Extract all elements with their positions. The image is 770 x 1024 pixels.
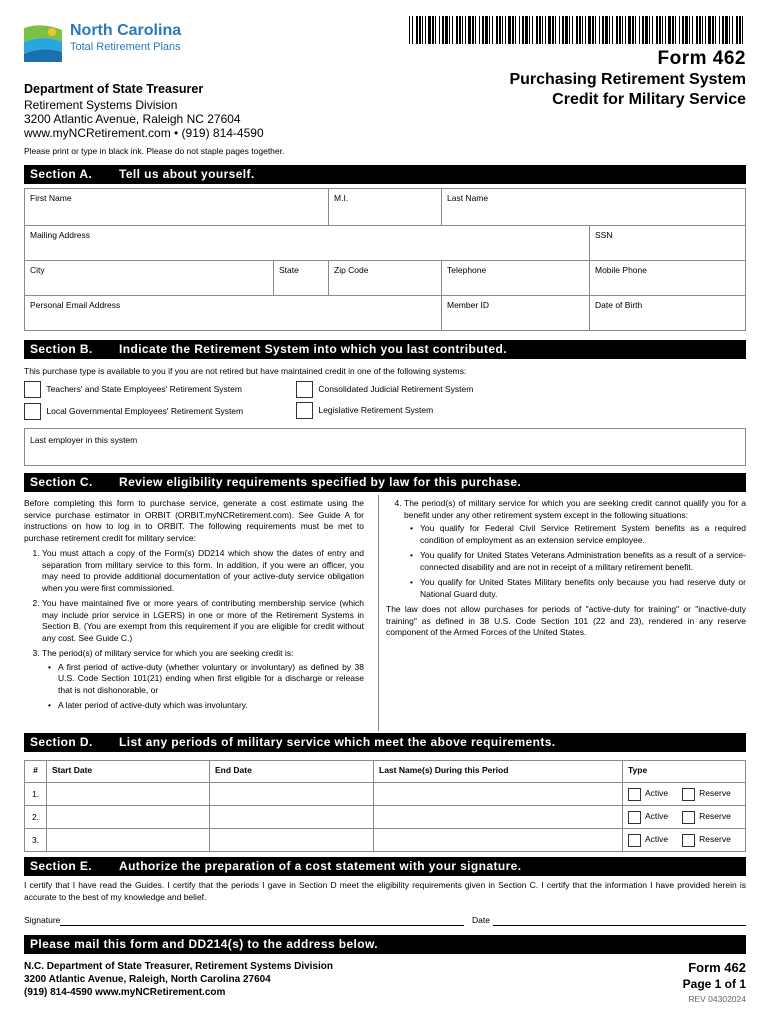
barcode-bar <box>462 16 463 44</box>
member-id-label: Member ID <box>447 300 490 310</box>
department-address: 3200 Atlantic Avenue, Raleigh NC 27604 <box>24 112 241 126</box>
department-name: Department of State Treasurer <box>24 82 204 96</box>
barcode-bar <box>722 16 724 44</box>
barcode-bar <box>565 16 568 44</box>
row-number: 2. <box>25 806 47 829</box>
barcode-bar <box>592 16 594 44</box>
end-date-input[interactable] <box>210 829 374 852</box>
col-header-last-name: Last Name(s) During this Period <box>374 761 623 783</box>
member-id-field[interactable] <box>442 296 590 331</box>
mobile-phone-field[interactable] <box>590 261 746 296</box>
barcode-bar <box>456 16 458 44</box>
last-name-input[interactable] <box>374 829 623 852</box>
barcode-bar <box>445 16 448 44</box>
footer-form-info <box>683 960 746 1004</box>
active-checkbox[interactable] <box>628 788 641 801</box>
barcode-bar <box>702 16 703 44</box>
barcode-bar <box>468 16 471 44</box>
requirement-4-text: The period(s) of military service for which you are seeking credit cannot qualify you for a benefit under any other retirement system except in the following situations: <box>404 498 746 520</box>
barcode-bar <box>625 16 626 44</box>
barcode-bar <box>712 16 714 44</box>
date-of-birth-field[interactable] <box>590 296 746 331</box>
barcode-bar <box>576 16 578 44</box>
first-name-field[interactable] <box>25 189 329 226</box>
column-divider <box>378 495 379 731</box>
barcode-bar <box>632 16 634 44</box>
barcode-bar <box>742 16 743 44</box>
checkbox-tsers[interactable] <box>24 381 41 398</box>
city-field[interactable] <box>25 261 274 296</box>
last-name-field[interactable] <box>442 189 746 226</box>
barcode-bar <box>612 16 613 44</box>
barcode-bar <box>665 16 666 44</box>
start-date-input[interactable] <box>47 829 210 852</box>
barcode-bar <box>545 16 546 44</box>
barcode-bar <box>542 16 543 44</box>
barcode-bar <box>595 16 596 44</box>
requirement-3-bullet-2: • A later period of active-duty which was involuntary. <box>58 700 364 712</box>
last-name-input[interactable] <box>374 806 623 829</box>
mailing-address-label: Mailing Address <box>30 230 91 240</box>
section-e-header <box>24 857 746 876</box>
requirement-3-bullet-1: • A first period of active-duty (whether voluntary or involuntary) as defined by 38 U.S. Code Section 101(21) ending when first eligible for a discharge or release that is not dishonorable, or <box>58 662 364 697</box>
email-label: Personal Email Address <box>30 300 121 310</box>
active-label: Active <box>645 834 669 845</box>
barcode-bar <box>649 16 650 44</box>
footer-form-number: Form 462 <box>688 960 746 975</box>
col-header-type: Type <box>623 761 746 783</box>
telephone-label: Telephone <box>447 265 487 275</box>
barcode-bar <box>672 16 674 44</box>
requirement-3 <box>42 648 364 712</box>
active-checkbox[interactable] <box>628 811 641 824</box>
requirement-3-text: The period(s) of military service for which you are seeking credit is: <box>42 648 294 658</box>
section-a-table <box>24 188 746 331</box>
requirement-4 <box>404 498 746 600</box>
barcode-bar <box>452 16 453 44</box>
barcode-bar <box>708 16 711 44</box>
certification-text: I certify that I have read the Guides. I certify that the periods I gave in Section D meet the eligibility requirements given in Section C. I certify that the information I have provided herein is accurate to the best of my knowledge and belief. <box>24 880 746 902</box>
mailing-line-3: (919) 814-4590 www.myNCRetirement.com <box>24 987 226 998</box>
col-header-end-date: End Date <box>210 761 374 783</box>
barcode-bar <box>422 16 423 44</box>
reserve-label: Reserve <box>699 811 731 822</box>
barcode-bar <box>729 16 730 44</box>
mailing-address-block <box>24 960 333 999</box>
last-name-input[interactable] <box>374 783 623 806</box>
barcode-bar <box>689 16 690 44</box>
reserve-checkbox[interactable] <box>682 834 695 847</box>
barcode-bar <box>512 16 514 44</box>
section-a-title: Tell us about yourself. <box>119 167 255 181</box>
barcode-bar <box>656 16 658 44</box>
section-c-intro: Before completing this form to purchase service, generate a cost estimate using the service purchase estimator in ORBIT (ORBIT.myNCRetirement.com). See Guide A for instructions on how to log in to ORBIT. The following requirements must be met to purchase retirement credit for military service: <box>24 498 364 543</box>
section-c-left-column <box>24 498 364 716</box>
section-d-label: Section D. <box>30 735 93 749</box>
barcode-bar <box>515 16 516 44</box>
date-label: Date <box>472 915 490 925</box>
form-number: Form 462 <box>657 48 746 69</box>
barcode-bar <box>725 16 728 44</box>
table-row <box>25 783 746 806</box>
barcode-bar <box>479 16 480 44</box>
start-date-input[interactable] <box>47 783 210 806</box>
footer-page: Page 1 of 1 <box>682 977 746 991</box>
barcode-bar <box>599 16 600 44</box>
barcode-bar <box>548 16 551 44</box>
barcode-bar <box>465 16 466 44</box>
department-block <box>24 82 264 140</box>
section-e-label: Section E. <box>30 859 93 873</box>
logo-icon <box>22 22 64 64</box>
active-label: Active <box>645 811 669 822</box>
ssn-label: SSN <box>595 230 613 240</box>
mail-header <box>24 935 746 954</box>
section-b-header <box>24 340 746 359</box>
form-title-line2: Credit for Military Service <box>552 91 746 108</box>
barcode-bar <box>699 16 701 44</box>
barcode-bar <box>675 16 676 44</box>
barcode-bar <box>705 16 706 44</box>
division-name: Retirement Systems Division <box>24 98 178 112</box>
checkbox-lgers[interactable] <box>24 403 41 420</box>
last-employer-field[interactable] <box>24 428 746 466</box>
barcode-bar <box>679 16 680 44</box>
system-option-cjrs[interactable] <box>296 381 473 398</box>
barcode-bar <box>662 16 663 44</box>
col-header-start-date: Start Date <box>47 761 210 783</box>
barcode-bar <box>505 16 506 44</box>
option-lrs-label: Legislative Retirement System <box>318 404 434 415</box>
barcode-bar <box>569 16 570 44</box>
section-c-label: Section C. <box>30 475 93 489</box>
checkbox-cjrs[interactable] <box>296 381 313 398</box>
table-row <box>25 829 746 852</box>
barcode-bar <box>559 16 560 44</box>
barcode-bar <box>449 16 450 44</box>
state-field[interactable] <box>274 261 329 296</box>
footer-revision: REV 04302024 <box>688 994 746 1004</box>
barcode-bar <box>696 16 698 44</box>
type-cell <box>623 806 746 829</box>
section-d-header <box>24 733 746 752</box>
barcode-bar <box>489 16 490 44</box>
zip-label: Zip Code <box>334 265 369 275</box>
section-c-header <box>24 473 746 492</box>
last-name-label: Last Name <box>447 193 489 203</box>
barcode-bar <box>616 16 618 44</box>
signature-label: Signature <box>24 915 61 925</box>
service-periods-table <box>24 760 746 852</box>
requirement-4-bullet-2: • You qualify for United States Veterans Administration benefits as a result of a service-connected disability and are not in receipt of a military retirement benefit. <box>420 550 746 573</box>
barcode-bar <box>609 16 610 44</box>
barcode-bar <box>432 16 434 44</box>
type-cell <box>623 829 746 852</box>
requirement-4-bullet-3: • You qualify for United States Military benefits only because you had reserve duty or National Guard duty. <box>420 577 746 600</box>
table-row <box>25 806 746 829</box>
requirement-4-bullet-1: • You qualify for Federal Civil Service Retirement System benefits as a required condition of employment as an extension service employee. <box>420 523 746 546</box>
barcode-bar <box>602 16 604 44</box>
law-note: The law does not allow purchases for periods of "active-duty for training" or "inactive-duty training" as defined in 38 U.S. Code Section 101 (22 and 23), rendered in any reserve component of the Armed Forces of the United States. <box>386 604 746 637</box>
logo-title: North Carolina <box>70 22 182 39</box>
barcode-bar <box>409 16 410 44</box>
department-contact: www.myNCRetirement.com • (919) 814-4590 <box>24 126 264 140</box>
section-c-title: Review eligibility requirements specified by law for this purchase. <box>119 475 522 489</box>
barcode-bar <box>502 16 503 44</box>
mail-title: Please mail this form and DD214(s) to the address below. <box>30 937 379 951</box>
section-a-label: Section A. <box>30 167 93 181</box>
barcode-bar <box>439 16 440 44</box>
barcode-bar <box>499 16 501 44</box>
checkbox-lrs[interactable] <box>296 402 313 419</box>
barcode-bar <box>555 16 556 44</box>
mailing-line-1: N.C. Department of State Treasurer, Retirement Systems Division <box>24 961 333 972</box>
last-employer-label: Last employer in this system <box>30 435 138 445</box>
mi-field[interactable] <box>329 189 442 226</box>
start-date-input[interactable] <box>47 806 210 829</box>
barcode-bar <box>416 16 418 44</box>
barcode-bar <box>529 16 530 44</box>
date-of-birth-label: Date of Birth <box>595 300 643 310</box>
end-date-input[interactable] <box>210 783 374 806</box>
barcode-bar <box>552 16 554 44</box>
barcode-bar <box>659 16 661 44</box>
barcode-bar <box>532 16 533 44</box>
email-field[interactable] <box>25 296 442 331</box>
form-title-line1: Purchasing Retirement System <box>509 71 746 88</box>
barcode-bar <box>492 16 493 44</box>
reserve-checkbox[interactable] <box>682 788 695 801</box>
row-number: 1. <box>25 783 47 806</box>
barcode-bar <box>739 16 741 44</box>
row-number: 3. <box>25 829 47 852</box>
date-line[interactable] <box>493 925 746 926</box>
barcode-bar <box>685 16 688 44</box>
barcode-bar <box>692 16 693 44</box>
barcode-bar <box>572 16 573 44</box>
end-date-input[interactable] <box>210 806 374 829</box>
section-d-title: List any periods of military service which meet the above requirements. <box>119 735 556 749</box>
section-b-label: Section B. <box>30 342 93 356</box>
form-title <box>509 70 746 110</box>
option-cjrs-label: Consolidated Judicial Retirement System <box>318 383 474 394</box>
section-a-header <box>24 165 746 184</box>
barcode-bar <box>736 16 738 44</box>
state-label: State <box>279 265 299 275</box>
barcode-bar <box>475 16 476 44</box>
option-lgers-label: Local Governmental Employees' Retirement System <box>46 405 244 416</box>
barcode-bar <box>508 16 511 44</box>
barcode-bar <box>619 16 621 44</box>
mobile-phone-label: Mobile Phone <box>595 265 647 275</box>
reserve-checkbox[interactable] <box>682 811 695 824</box>
barcode-bar <box>622 16 623 44</box>
barcode-bar <box>582 16 583 44</box>
barcode-bar <box>435 16 436 44</box>
barcode-bar <box>668 16 671 44</box>
system-option-tsers[interactable] <box>24 381 242 398</box>
barcode-bar <box>459 16 461 44</box>
barcode-bar <box>732 16 733 44</box>
section-b-title: Indicate the Retirement System into which you last contributed. <box>119 342 507 356</box>
barcode-bar <box>519 16 520 44</box>
active-label: Active <box>645 788 669 799</box>
barcode-bar <box>645 16 648 44</box>
barcode-bar <box>715 16 716 44</box>
barcode <box>409 16 745 44</box>
barcode-bar <box>536 16 538 44</box>
telephone-field[interactable] <box>442 261 590 296</box>
barcode-bar <box>482 16 484 44</box>
barcode-bar <box>588 16 591 44</box>
barcode-bar <box>442 16 444 44</box>
barcode-bar <box>719 16 720 44</box>
barcode-bar <box>635 16 636 44</box>
barcode-bar <box>539 16 541 44</box>
barcode-bar <box>628 16 631 44</box>
type-cell <box>623 783 746 806</box>
section-c-right-column <box>386 498 746 643</box>
barcode-bar <box>682 16 684 44</box>
requirement-2: 2. You have maintained five or more years of contributing membership service (which may include prior service in LGERS) in one or more of the Retirement Systems in Section B. (You are exempt from this requirement if you are eligible for credit without any cost. See Guide C.) <box>42 598 364 644</box>
col-header-num: # <box>25 761 47 783</box>
mailing-address-field[interactable] <box>25 226 590 261</box>
barcode-bar <box>428 16 431 44</box>
barcode-bar <box>522 16 524 44</box>
mailing-line-2: 3200 Atlantic Avenue, Raleigh, North Carolina 27604 <box>24 974 271 985</box>
city-label: City <box>30 265 45 275</box>
ssn-field[interactable] <box>590 226 746 261</box>
barcode-bar <box>496 16 498 44</box>
system-option-lrs[interactable] <box>296 402 433 419</box>
barcode-bar <box>639 16 640 44</box>
reserve-label: Reserve <box>699 834 731 845</box>
barcode-bar <box>485 16 488 44</box>
barcode-bar <box>652 16 653 44</box>
barcode-bar <box>562 16 564 44</box>
barcode-bar <box>642 16 644 44</box>
section-b-intro: This purchase type is available to you if you are not retired but have maintained credit in one of the following systems: <box>24 366 467 376</box>
barcode-bar <box>412 16 413 44</box>
nc-retirement-logo <box>22 22 182 66</box>
mi-label: M.I. <box>334 193 349 203</box>
option-tsers-label: Teachers' and State Employees' Retirement System <box>46 383 242 394</box>
barcode-bar <box>579 16 581 44</box>
barcode-bar <box>525 16 528 44</box>
barcode-bar <box>605 16 608 44</box>
zip-field[interactable] <box>329 261 442 296</box>
barcode-bar <box>585 16 586 44</box>
requirement-1: 1. You must attach a copy of the Form(s) DD214 which show the dates of entry and separation from military service to this form. In addition, if you were an officer, you may need to provide additional documentation of your active-duty service obligation when you were first commissioned. <box>42 548 364 594</box>
barcode-bar <box>419 16 421 44</box>
active-checkbox[interactable] <box>628 834 641 847</box>
signature-line[interactable] <box>60 925 464 926</box>
system-option-lgers[interactable] <box>24 403 243 420</box>
reserve-label: Reserve <box>699 788 731 799</box>
first-name-label: First Name <box>30 193 72 203</box>
barcode-bar <box>472 16 474 44</box>
section-e-title: Authorize the preparation of a cost statement with your signature. <box>119 859 522 873</box>
logo-subtitle: Total Retirement Plans <box>70 41 181 53</box>
print-instructions: Please print or type in black ink. Please do not staple pages together. <box>24 146 285 156</box>
barcode-bar <box>425 16 426 44</box>
